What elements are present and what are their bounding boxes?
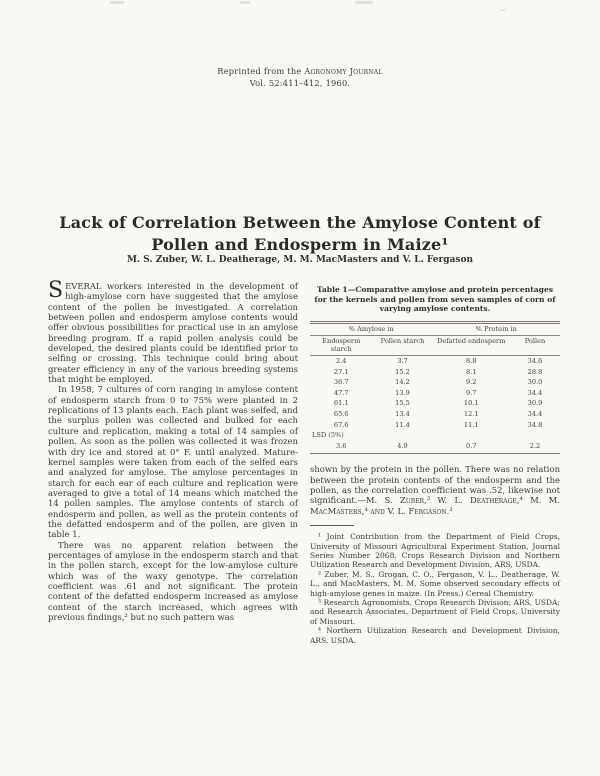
cell: 9.7 — [466, 388, 477, 397]
lsd-values-row — [310, 441, 560, 454]
lsd-value: 3.6 — [336, 441, 347, 450]
group-header-amylose: % Amylose in — [310, 324, 433, 336]
table-row — [310, 420, 560, 431]
cell: 8.1 — [466, 367, 477, 376]
table-row — [310, 388, 560, 399]
scan-artifact — [355, 1, 373, 4]
cell: 3.7 — [397, 357, 408, 366]
cell: 30.0 — [527, 378, 543, 387]
cell: 12.1 — [463, 410, 479, 419]
right-column — [310, 281, 560, 645]
col-header-pollen: Pollen — [510, 335, 560, 355]
footnote-separator — [310, 525, 354, 526]
footnote-1: ¹ Joint Contribution from the Department of Field Crops, University of Missouri Agricultural Experiment Station, Journal Series Number 2068, Crops Research Division and Northern Utilization Research and Development Division, ARS, USDA. — [310, 532, 560, 570]
cell: 15.2 — [395, 367, 410, 376]
table-row — [310, 409, 560, 420]
scan-artifact — [500, 9, 506, 11]
cell: 2.4 — [336, 357, 347, 366]
cell: 30.9 — [527, 399, 543, 408]
cell: 34.8 — [527, 420, 543, 429]
journal-name: Agronomy Journal — [304, 66, 383, 76]
footnote-4: ⁴ Northern Utilization Research and Development Division, ARS, USDA. — [310, 626, 560, 645]
cell: 67.6 — [333, 420, 349, 429]
table-row — [310, 398, 560, 409]
footnote-3: ³ Research Agronomists, Crops Research Division; ARS, USDA; and Research Associates, Department of Field Crops, University of Missouri. — [310, 597, 560, 626]
lsd-value: 0.7 — [466, 441, 477, 450]
scan-artifact — [110, 1, 124, 4]
reprint-prefix: Reprinted from the — [217, 66, 305, 76]
table-row — [310, 377, 560, 388]
col-header-endosperm-starch: Endosperm starch — [310, 335, 373, 355]
cell: 47.7 — [333, 388, 349, 397]
paragraph-4-text: shown by the protein in the pollen. There was no relation between the protein contents of the endosperm and the pollen, as the correlation coefficient was .52, likewise not significant.— — [310, 464, 560, 506]
lsd-label: LSD (5%) — [312, 431, 344, 440]
reprint-notice — [0, 66, 600, 89]
paragraph-1 — [48, 278, 298, 385]
cell: 34.6 — [527, 357, 543, 366]
cell: 28.8 — [527, 367, 543, 376]
amylose-protein-table — [310, 323, 560, 454]
cell: 34.4 — [527, 388, 543, 397]
author-byline: M. S. Zuber, W. L. Deatherage, M. M. MacMasters and V. L. Fergason — [127, 255, 473, 265]
cell: 13.9 — [395, 388, 410, 397]
group-header-protein: % Protein in — [433, 324, 561, 336]
cell: 61.1 — [333, 399, 349, 408]
cell: 11.4 — [395, 420, 410, 429]
cell: 10.1 — [463, 399, 479, 408]
column-header-row — [310, 335, 560, 355]
cell: 65.6 — [333, 410, 349, 419]
table-caption: Table 1—Comparative amylose and protein percentages for the kernels and pollen from seven samples of corn of varying amylose contents. — [314, 285, 556, 314]
reprint-line2: Vol. 52:411–412, 1960. — [249, 77, 351, 88]
cell: 14.2 — [395, 378, 410, 387]
paragraph-4 — [310, 464, 560, 516]
cell: 8.8 — [466, 357, 477, 366]
reprint-line1 — [0, 66, 600, 78]
group-header-row — [310, 324, 560, 336]
paragraph-1-text: EVERAL workers interested in the development of high-amylose corn have suggested that the amylose content of the pollen be investigated. A correlation between pollen and endosperm amylose contents would offer obvious possibilities for practical use in an amylose breeding program. If a rapid pollen analysis could be developed, the desired plants could be identified prior to selfing or crossing. This technique could bring about greater efficiency in any of the various breeding systems that might be employed. — [48, 281, 298, 385]
author-signature: M. S. Zuber,³ W. L. Deatherage,⁴ M. M. MacMasters,⁴ and V. L. Fergason.³ — [310, 495, 560, 516]
paragraph-2: In 1958, 7 cultures of corn ranging in amylose content of endosperm starch from 0 to 75% were planted in 2 replications of 13 plants each. Each plant was selfed, and the surplus pollen was collected and bulked for each culture and replication, making a total of 14 samples of pollen. As soon as the pollen was collected it was frozen with dry ice and stored at 0° F. until analyzed. Mature-kernel samples were taken from each of the selfed ears and analyzed for amylose. The amylose percentages in starch for each ear of each culture and replication were averaged to give a total of 14 means which matched the 14 pollen samples. The amylose contents of starch of endosperm and pollen, as well as the protein contents of the defatted endosperm and of the pollen, are given in table 1. — [48, 384, 298, 540]
table-row — [310, 356, 560, 367]
drop-cap: S — [48, 278, 64, 303]
cell: 15.5 — [395, 399, 410, 408]
cell: 27.1 — [333, 367, 349, 376]
col-header-defatted-endosperm: Defatted endosperm — [433, 335, 511, 355]
cell: 13.4 — [395, 410, 410, 419]
col-header-pollen-starch: Pollen starch — [373, 335, 433, 355]
footnote-2: ² Zuber, M. S., Grogan, C. O., Fergason, V. L., Deatherage, W. L., and MacMasters, M. M. Some observed secondary effects of high-amylose genes in maize. (In Press.) Cereal Chemistry. — [310, 569, 560, 598]
lsd-label-row — [310, 430, 560, 441]
cell: 36.7 — [333, 378, 349, 387]
cell: 34.4 — [527, 410, 543, 419]
paragraph-3: There was no apparent relation between the percentages of amylose in the endosperm starch and that in the pollen starch, except for the low-amylose culture which was of the waxy genotype. The correlation coefficient was .61 and not significant. The protein content of the defatted endosperm increased as amylose content of the starch increased, which agrees with previous findings,² but no such pattern was — [48, 539, 298, 622]
cell: 9.2 — [466, 378, 477, 387]
lsd-value: 2.2 — [529, 441, 541, 450]
table-1 — [310, 321, 560, 455]
table-row — [310, 367, 560, 378]
two-column-body — [48, 278, 560, 645]
article-title: Lack of Correlation Between the Amylose Content of Pollen and Endosperm in Maize¹ — [59, 212, 541, 254]
scan-artifact — [240, 1, 250, 4]
lsd-value: 4.9 — [397, 441, 408, 450]
left-column — [48, 278, 298, 645]
cell: 11.1 — [463, 420, 479, 429]
